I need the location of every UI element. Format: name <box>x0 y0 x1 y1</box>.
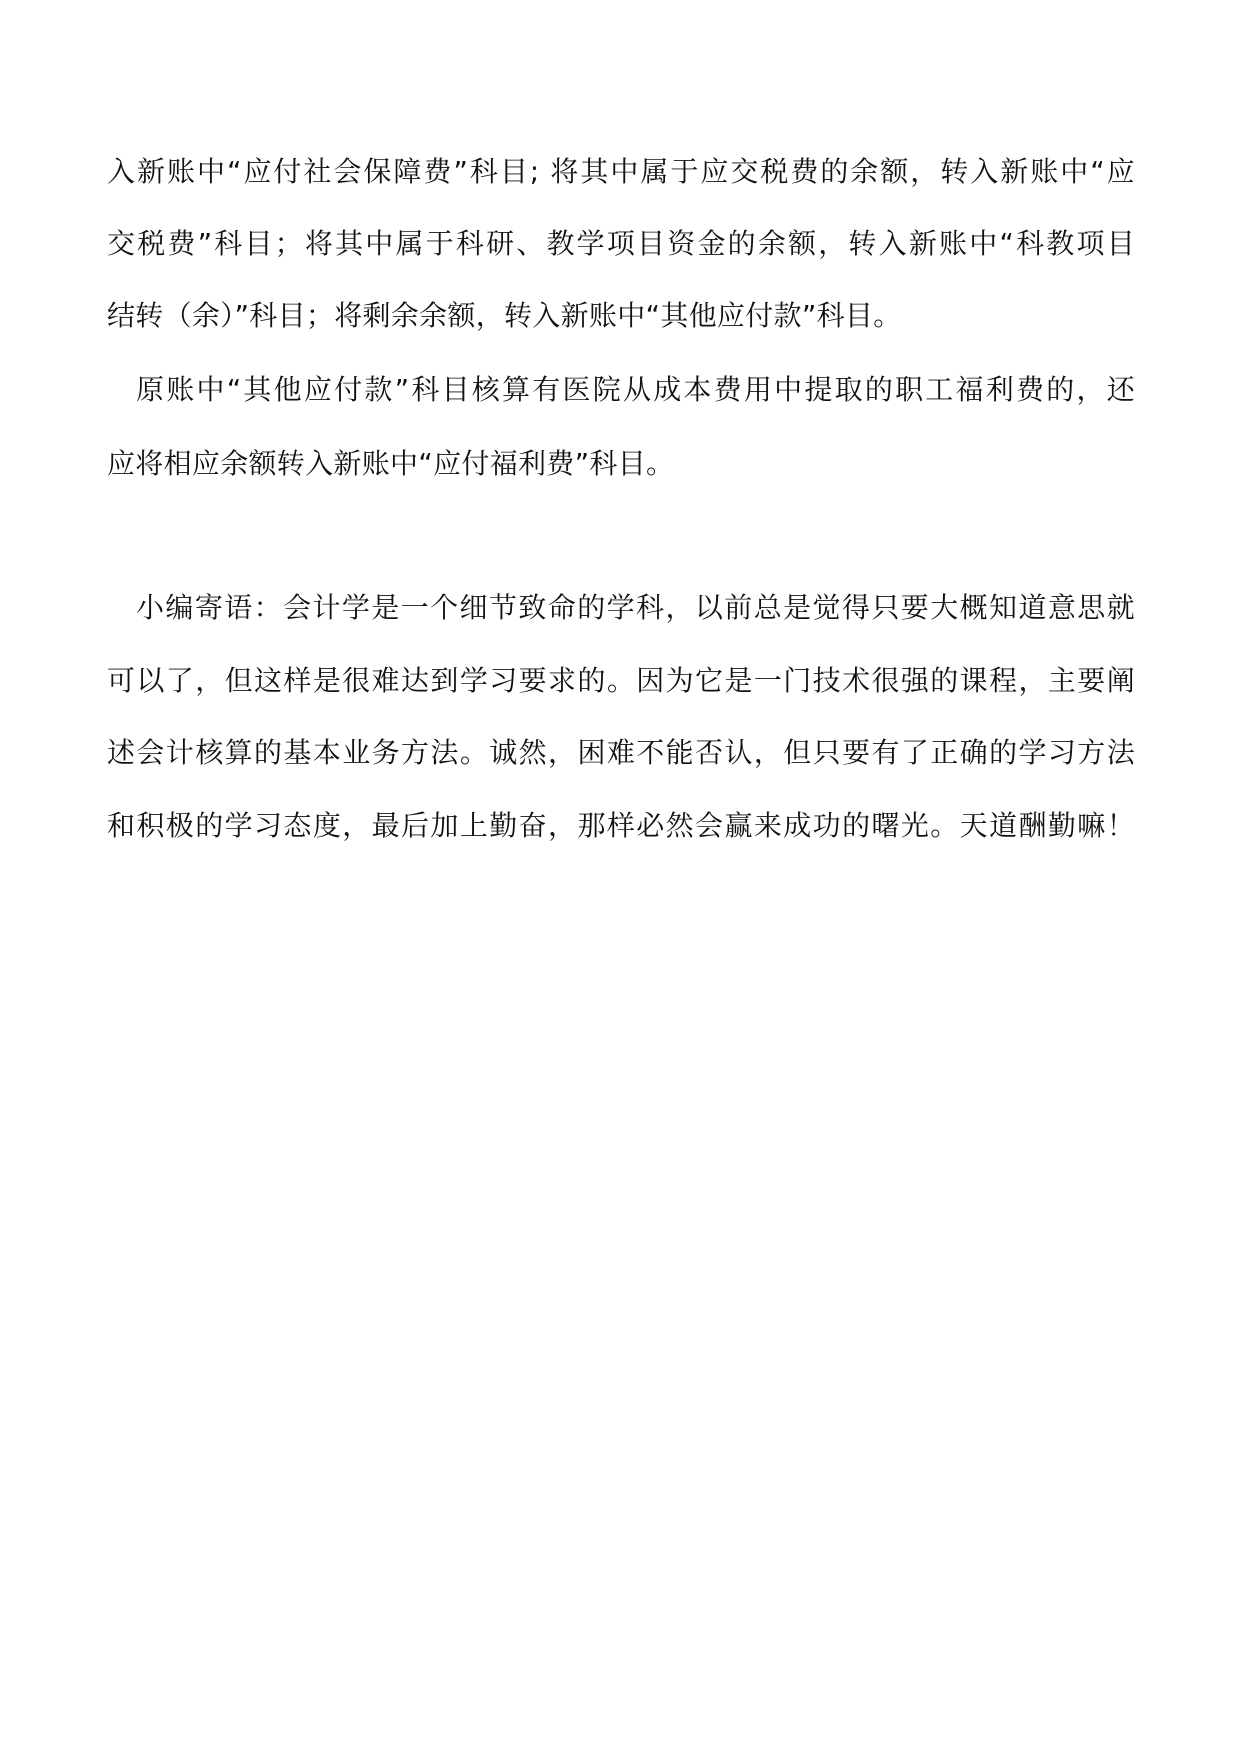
paragraph-1-line-1: 入新账中“应付社会保障费”科目; 将其中属于应交税费的余额，转入新账中“应 <box>107 155 1135 188</box>
paragraph-2-line-2: 应将相应余额转入新账中“应付福利费”科目。 <box>107 447 675 480</box>
paragraph-1-line-2: 交税费”科目；将其中属于科研、教学项目资金的余额，转入新账中“科教项目 <box>107 227 1135 260</box>
paragraph-1-line-3: 结转（余）”科目；将剩余余额，转入新账中“其他应付款”科目。 <box>107 299 902 332</box>
paragraph-3-line-1: 小编寄语：会计学是一个细节致命的学科，以前总是觉得只要大概知道意思就 <box>136 591 1135 624</box>
paragraph-3-line-2: 可以了，但这样是很难达到学习要求的。因为它是一门技术很强的课程，主要阐 <box>107 664 1135 697</box>
paragraph-3-line-4: 和积极的学习态度，最后加上勤奋，那样必然会赢来成功的曙光。天道酬勤嘛！ <box>107 809 1135 842</box>
paragraph-3-line-3: 述会计核算的基本业务方法。诚然，困难不能否认，但只要有了正确的学习方法 <box>107 736 1135 769</box>
paragraph-2-line-1: 原账中“其他应付款”科目核算有医院从成本费用中提取的职工福利费的，还 <box>136 373 1135 406</box>
